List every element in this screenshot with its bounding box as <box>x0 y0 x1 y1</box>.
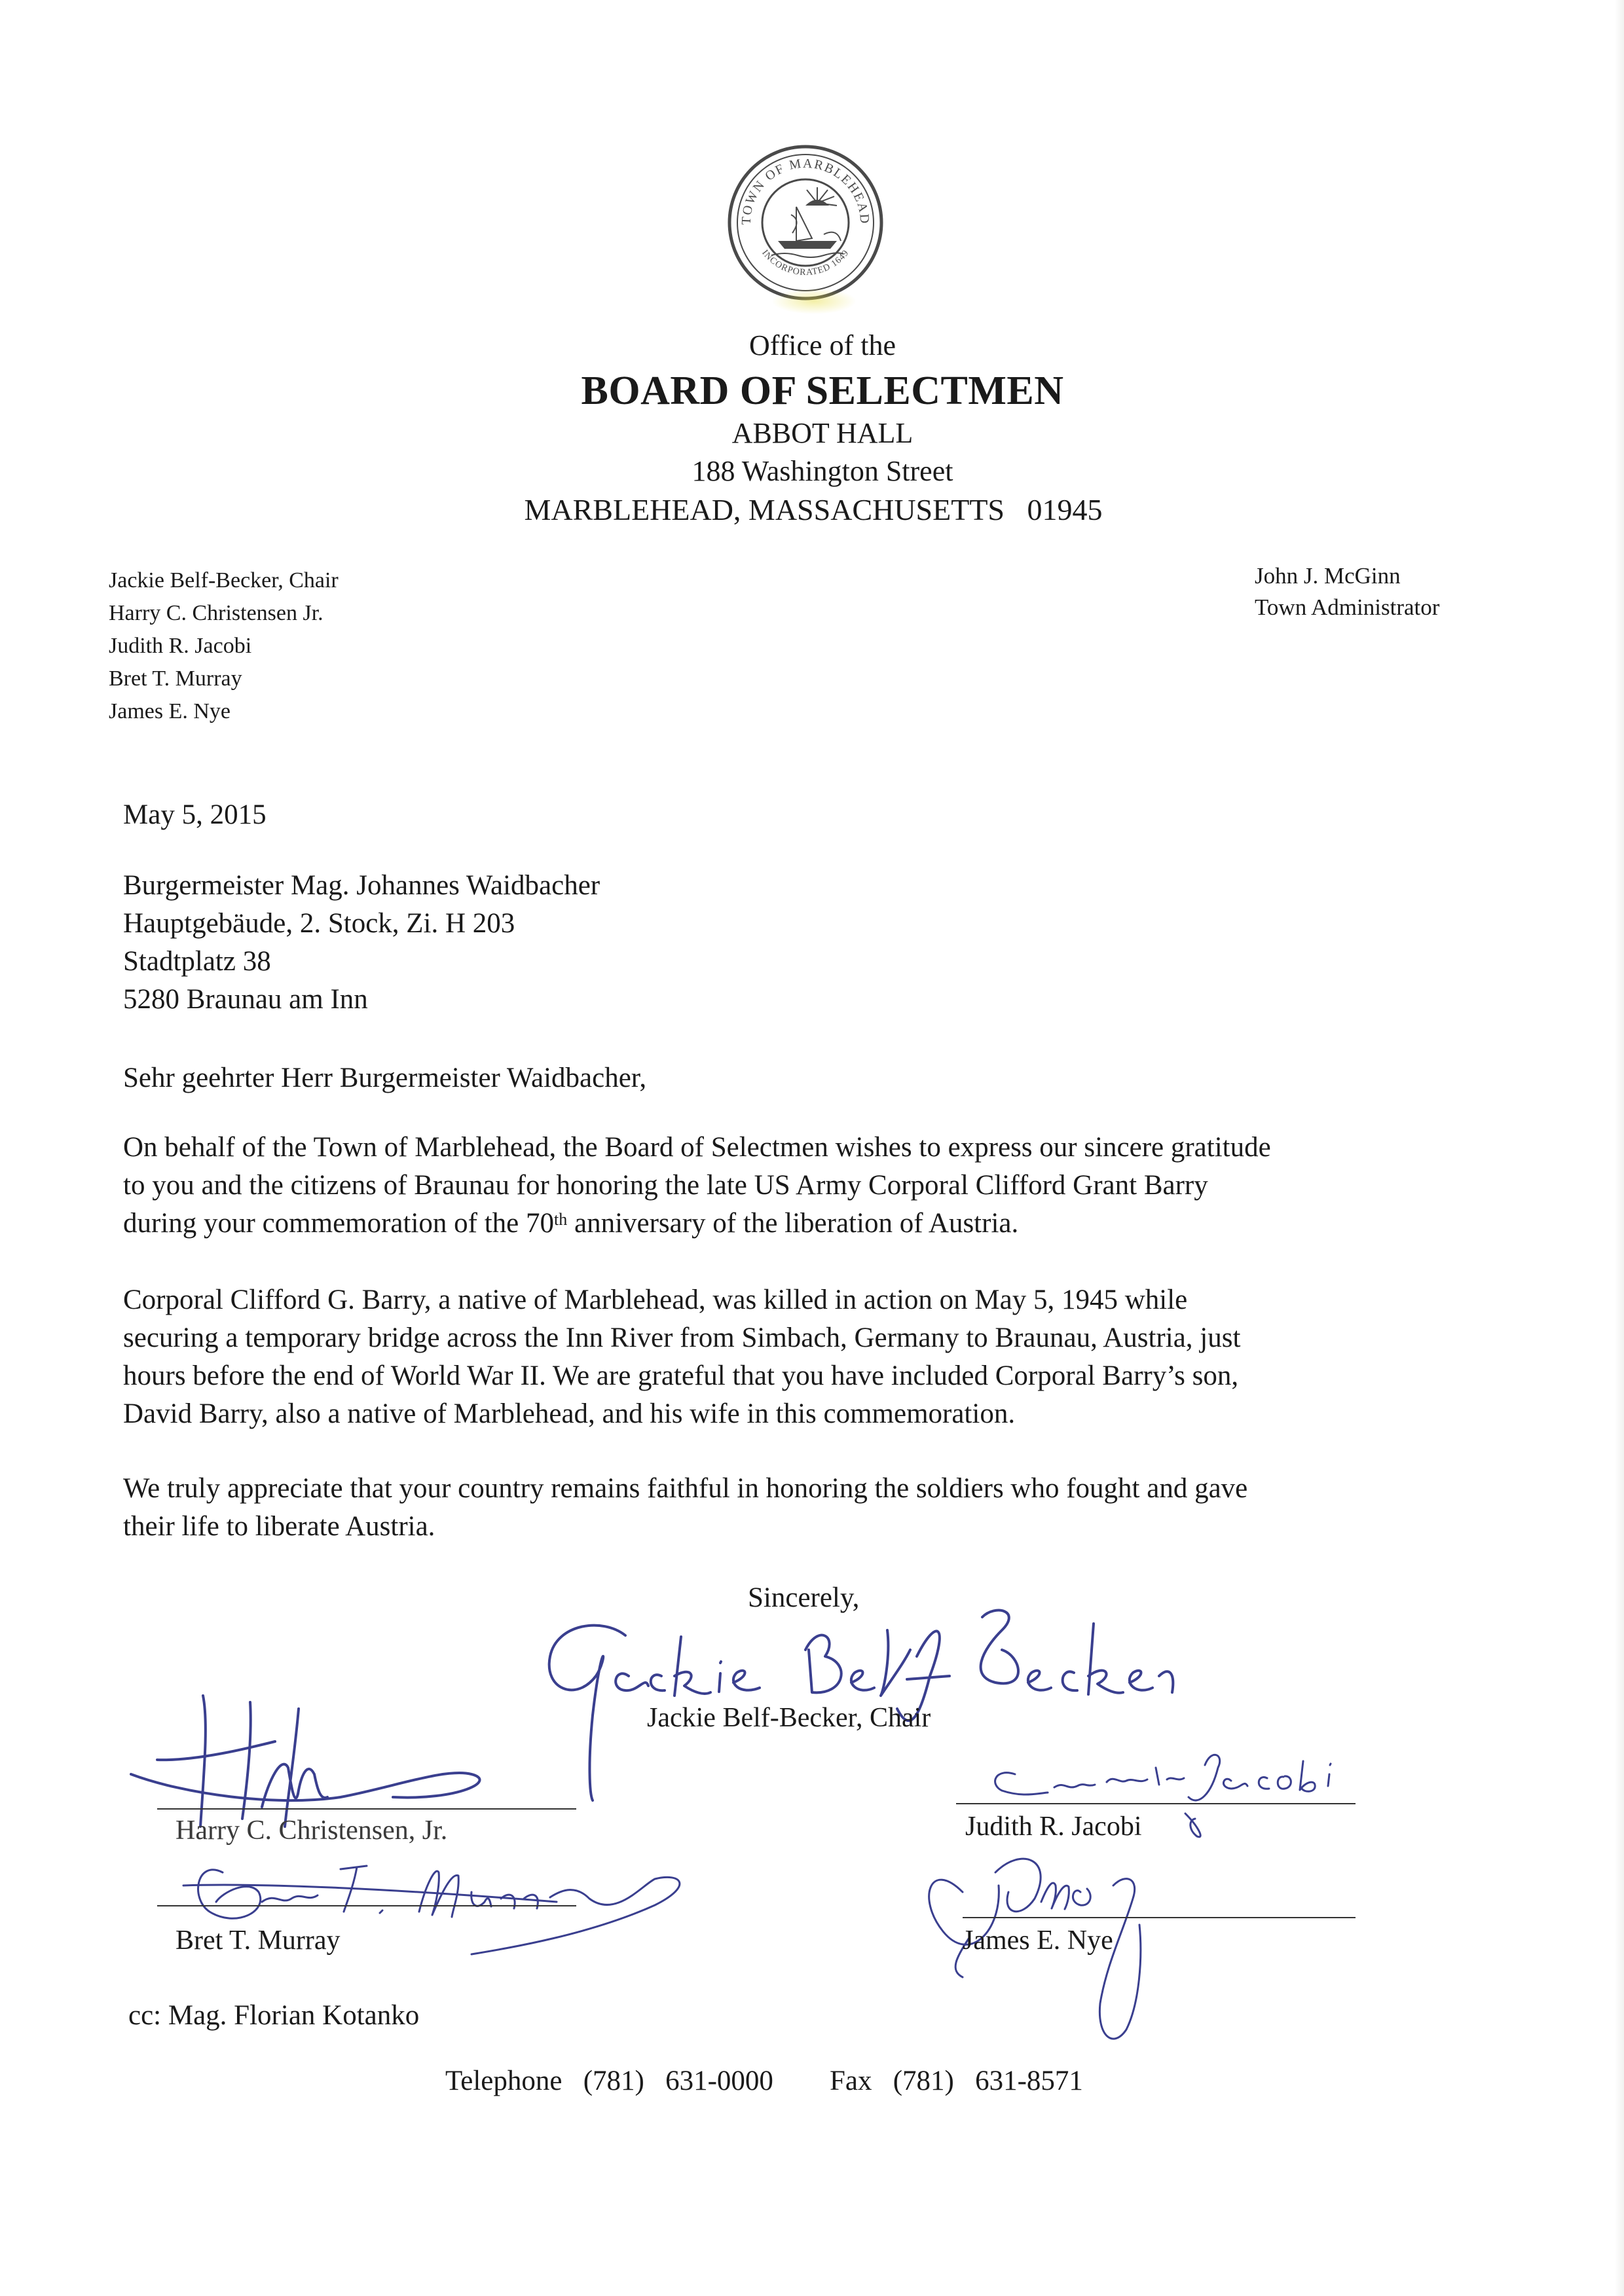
town-administrator-block <box>1255 560 1439 623</box>
paragraph-2 <box>123 1281 1511 1433</box>
office-of-text: Office of the <box>749 329 896 361</box>
paragraph-line: We truly appreciate that your country remains faithful in honoring the soldiers who fought and gave <box>123 1473 1248 1504</box>
paragraph-3 <box>123 1470 1511 1546</box>
signature-line-murray <box>157 1905 576 1906</box>
salutation: Sehr geehrter Herr Burgermeister Waidbacher, <box>123 1063 647 1093</box>
administrator-name: John J. McGinn <box>1255 563 1401 589</box>
paragraph-line: securing a temporary bridge across the Inn River from Simbach, Germany to Braunau, Austria, just <box>123 1322 1241 1353</box>
ordinal-suffix: th <box>554 1210 568 1229</box>
town-seal-icon <box>726 143 885 302</box>
paragraph-line: hours before the end of World War II. We are grateful that you have included Corporal Barry’s son, <box>123 1360 1239 1391</box>
board-members-list <box>109 564 339 728</box>
board-member: Judith R. Jacobi <box>109 634 252 658</box>
board-member: Bret T. Murray <box>109 666 242 691</box>
recipient-line: Stadtplatz 38 <box>123 946 271 977</box>
signature-line-christensen <box>157 1808 576 1810</box>
contact-line <box>445 2065 1083 2098</box>
svg-text:TOWN OF MARBLEHEAD <box>739 156 872 225</box>
paragraph-line: David Barry, also a native of Marblehead, and his wife in this commemoration. <box>123 1398 1016 1429</box>
board-member: Harry C. Christensen Jr. <box>109 601 323 625</box>
signature-line-nye <box>963 1917 1356 1918</box>
city-address: MARBLEHEAD, MASSACHUSETTS 01945 <box>524 493 1103 526</box>
paragraph-line: On behalf of the Town of Marblehead, the Board of Selectmen wishes to express our sincere gratitude <box>123 1132 1271 1163</box>
telephone-number: Telephone (781) 631-0000 <box>445 2066 773 2096</box>
recipient-line: Hauptgebäude, 2. Stock, Zi. H 203 <box>123 908 515 939</box>
signer-name-chair: Jackie Belf-Becker, Chair <box>647 1703 931 1733</box>
contact-spacer <box>773 2066 830 2096</box>
administrator-title: Town Administrator <box>1255 594 1440 620</box>
signer-name-christensen: Harry C. Christensen, Jr. <box>175 1815 448 1846</box>
building-name: ABBOT HALL <box>731 417 913 449</box>
board-title: BOARD OF SELECTMEN <box>581 369 1064 413</box>
signature-harry-christensen <box>131 1696 480 1827</box>
street-address: 188 Washington Street <box>692 455 953 487</box>
signer-name-murray: Bret T. Murray <box>175 1925 341 1956</box>
recipient-line: 5280 Braunau am Inn <box>123 984 368 1015</box>
recipient-address <box>123 867 600 1019</box>
signer-name-nye: James E. Nye <box>963 1925 1113 1956</box>
paragraph-1 <box>123 1129 1511 1243</box>
cc-line: cc: Mag. Florian Kotanko <box>128 2000 420 2031</box>
text-fragment: during your commemoration of the 70 <box>123 1208 554 1239</box>
paragraph-line: their life to liberate Austria. <box>123 1511 435 1542</box>
fax-number: Fax (781) 631-8571 <box>829 2066 1083 2096</box>
board-member: James E. Nye <box>109 699 231 723</box>
recipient-line: Burgermeister Mag. Johannes Waidbacher <box>123 870 600 901</box>
signature-line-jacobi <box>956 1803 1356 1804</box>
paragraph-line: Corporal Clifford G. Barry, a native of Marblehead, was killed in action on May 5, 1945 while <box>123 1285 1188 1315</box>
paragraph-line: to you and the citizens of Braunau for honoring the late US Army Corporal Clifford Grant Barry <box>123 1170 1208 1201</box>
seal-yellow-smudge <box>771 288 857 314</box>
closing-text: Sincerely, <box>748 1582 860 1613</box>
seal-text-bottom: INCORPORATED 1649 <box>760 248 851 278</box>
board-member: Jackie Belf-Becker, Chair <box>109 568 339 592</box>
letter-date: May 5, 2015 <box>123 799 267 830</box>
paragraph-line <box>123 1205 1511 1243</box>
signer-name-jacobi: Judith R. Jacobi <box>965 1812 1142 1842</box>
text-fragment: anniversary of the liberation of Austria. <box>567 1208 1019 1239</box>
seal-text-top: TOWN OF MARBLEHEAD <box>739 156 872 225</box>
